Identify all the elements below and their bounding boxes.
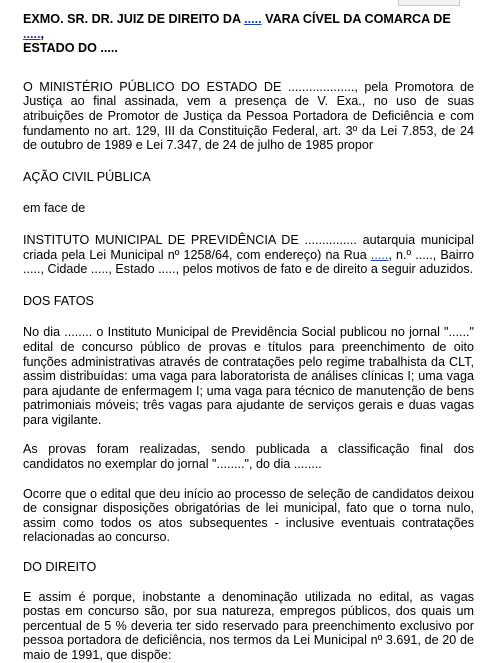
defendant-text-a: INSTITUTO MUNICIPAL DE PREVIDÊNCIA DE ............... autarquia municipal criada pela Lei Municipal nº 1258/64, com endereço) na Rua [23,232,474,262]
heading-text-d: ESTADO DO ..... [23,41,118,56]
direito-paragraph-1: E assim é porque, inobstante a denominação utilizada no edital, as vagas postas em concurso são, por sua natureza, empregos públicos, dos quais um percentual de 5 % deveria ter sido reservado para preenchimento exclusivo por pessoa portadora de deficiência, nos termos da Lei Municipal nº 3.691, de 20 de maio de 1991, que dispõe: [23,589,474,662]
heading-text-c: , [40,26,44,41]
heading-text-a: EXMO. SR. DR. JUIZ DE DIREITO DA [23,12,245,26]
comarca-placeholder-link[interactable]: ..... [23,26,41,41]
action-title: AÇÃO CIVIL PÚBLICA [23,169,151,184]
document-body [23,12,474,663]
do-direito-heading: DO DIREITO [23,560,97,575]
defendant-text-b: , n.º ....., Bairro ....., Cidade ....., Estado ....., pelos motivos de fato e de direito a seguir aduzidos. [23,247,474,277]
heading-text-b: VARA CÍVEL DA COMARCA DE [261,12,451,26]
em-face-text: em face de [23,201,86,216]
fatos-paragraph-3: Ocorre que o edital que deu início ao processo de seleção de candidatos deixou de consignar disposições obrigatórias de lei municipal, fato que o torna nulo, assim como todos os atos subsequentes - inclusive eventuais contratações relacionadas ao concurso. [23,486,474,545]
fatos-paragraph-2: As provas foram realizadas, sendo publicada a classificação final dos candidatos no exemplar do jornal "........", do dia ........ [23,442,474,472]
defendant-paragraph [23,233,474,277]
fatos-paragraph-1: No dia ........ o Instituto Municipal de Previdência Social publicou no jornal "......" edital de concurso público de provas e títulos para preenchimento de oito funções administrativas através de contratações pelo regime trabalhista da CLT, assim distribuídas: uma vaga para laboratorista de análises clínicas I; uma vaga para ajudante de enfermagem I; uma vaga para técnico de manutenção de bens patrimoniais móveis; três vagas para ajudante de serviços gerais e duas vagas para vigilante. [23,325,474,427]
court-address-heading [23,12,474,56]
intro-paragraph: O MINISTÉRIO PÚBLICO DO ESTADO DE ..................., pela Promotora de Justiça ao final assinada, vem a presença de V. Exa., no uso de suas atribuições de Promotor de Justiça da Pessoa Portadora de Deficiência e com fundamento no art. 129, III da Constituição Federal, art. 3º da Lei 7.853, de 24 de outubro de 1989 e Lei 7.347, de 24 de julho de 1985 propor [23,79,474,153]
dos-fatos-heading: DOS FATOS [23,293,94,308]
vara-placeholder-link[interactable]: ..... [244,12,262,26]
corner-tab [398,0,460,6]
rua-placeholder-link[interactable]: ..... [370,247,389,262]
